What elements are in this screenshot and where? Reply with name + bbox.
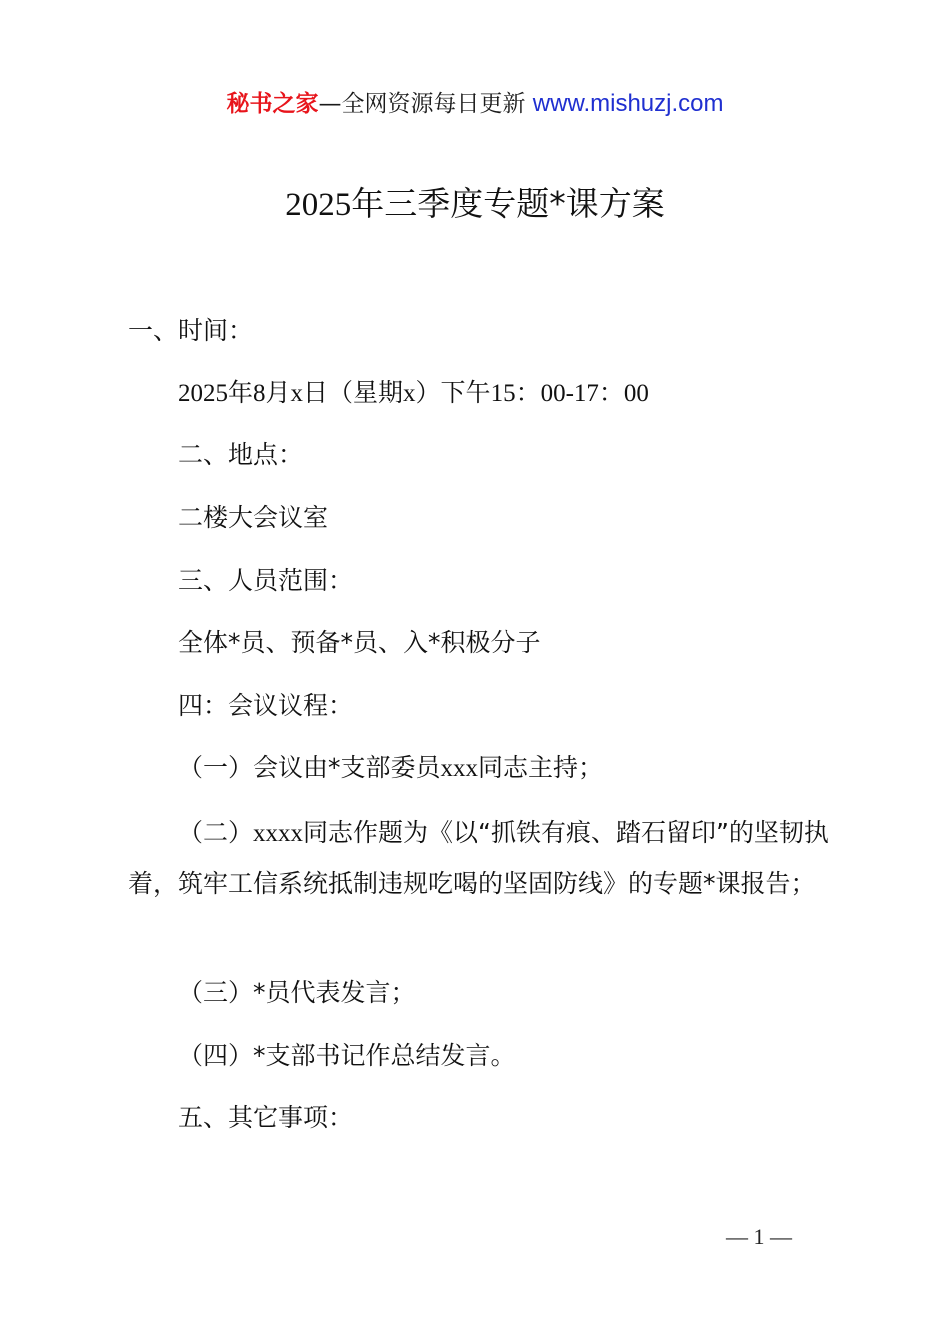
time-year-unit: 年 <box>228 378 254 407</box>
brand-name: 秘书之家 <box>226 91 319 117</box>
section-time-heading: 一、时间： <box>128 316 254 345</box>
section-other-heading: 五、其它事项： <box>178 1103 354 1132</box>
site-url-link[interactable]: www.mishuzj.com <box>532 90 724 117</box>
agenda-1-prefix: （一）会议由*支部委员 <box>178 753 441 782</box>
time-year: 2025 <box>178 380 228 407</box>
agenda-2-name: xxxx <box>253 820 304 847</box>
agenda-item-4: （四）*支部书记作总结发言。 <box>178 1041 516 1070</box>
time-month-unit: 月 <box>265 378 291 407</box>
time-line <box>178 368 834 419</box>
agenda-1-name: xxx <box>440 755 479 782</box>
time-day-unit: 日（星期 <box>303 378 404 407</box>
section-agenda-heading: 四：会议议程： <box>178 691 354 720</box>
time-range: 00-17 <box>540 380 599 407</box>
time-weekday: x <box>403 380 416 407</box>
section-location-heading: 二、地点： <box>178 440 304 469</box>
agenda-item-1 <box>178 743 834 794</box>
time-colon: ： <box>598 378 624 407</box>
site-header <box>0 86 950 122</box>
agenda-2-text: 同志作题为《以“抓铁有痕、踏石留印”的坚韧执着，筑牢工信系统抵制违规吃喝的坚固防线》的专题*课报告； <box>128 818 829 898</box>
agenda-1-suffix: 同志主持； <box>478 753 604 782</box>
time-month: 8 <box>253 380 266 407</box>
title-year: 2025 <box>285 187 352 223</box>
page-number: — 1 — <box>726 1224 792 1249</box>
time-day: x <box>290 380 304 407</box>
header-slogan: —全网资源每日更新 <box>318 91 526 117</box>
document-title <box>0 180 950 229</box>
section-attendees-heading: 三、人员范围： <box>178 566 354 595</box>
location-text: 二楼大会议室 <box>178 503 329 532</box>
time-colon: ： <box>515 378 541 407</box>
time-afternoon: ）下午 <box>415 378 491 407</box>
agenda-2-prefix: （二） <box>178 818 254 847</box>
attendees-text: 全体*员、预备*员、入*积极分子 <box>178 628 541 657</box>
time-start-hour: 15 <box>490 380 516 407</box>
time-end-minute: 00 <box>623 380 649 407</box>
title-text: 年三季度专题*课方案 <box>351 184 665 223</box>
agenda-item-3: （三）*员代表发言； <box>178 978 416 1007</box>
agenda-item-2 <box>128 808 834 909</box>
